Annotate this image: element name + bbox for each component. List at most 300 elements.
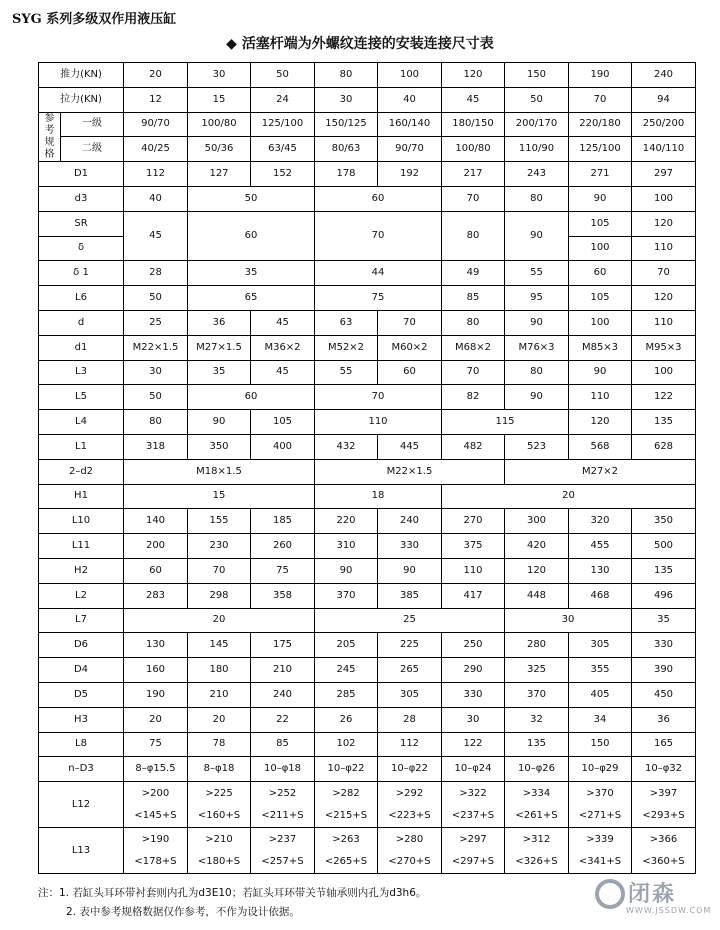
value-cell: 35: [188, 261, 315, 286]
dimension-table: [38, 62, 696, 874]
value-cell: [442, 828, 505, 874]
row-label-h1: H1: [39, 484, 124, 509]
value-cell: 26: [315, 707, 378, 732]
value-cell: 35: [632, 608, 696, 633]
value-cell: M95×3: [632, 335, 696, 360]
value-cell: 245: [315, 658, 378, 683]
value-cell: 130: [124, 633, 188, 658]
row-label-d5: D5: [39, 682, 124, 707]
value-cell: 100: [569, 236, 632, 261]
value-cell: 355: [569, 658, 632, 683]
table-row: [39, 261, 696, 286]
row-label-d6: D6: [39, 633, 124, 658]
value-cell: 20: [442, 484, 696, 509]
value-cell: 24: [251, 87, 315, 112]
value-cell: 100: [378, 63, 442, 88]
row-label-l6: L6: [39, 286, 124, 311]
value-cell: 30: [315, 87, 378, 112]
table-row: [39, 385, 696, 410]
value-cell: 80: [315, 63, 378, 88]
value-cell: 180: [188, 658, 251, 683]
value-cell: M52×2: [315, 335, 378, 360]
value-cell: 310: [315, 534, 378, 559]
value-cell: 210: [251, 658, 315, 683]
value-cell: 90: [378, 558, 442, 583]
value-cell: 30: [124, 360, 188, 385]
row-label-l12: L12: [39, 782, 124, 828]
row-label-l7: L7: [39, 608, 124, 633]
value-cell: 523: [505, 434, 569, 459]
value-cell: 455: [569, 534, 632, 559]
value-cell: 152: [251, 162, 315, 187]
value-cell: 445: [378, 434, 442, 459]
table-row: [39, 658, 696, 683]
value-cell: 80: [442, 310, 505, 335]
value-cell: 122: [632, 385, 696, 410]
note-1: 注：1. 若缸头耳环带衬套则内孔为d3E10；若缸头耳环带关节轴承则内孔为d3h6。: [38, 887, 427, 899]
value-cell: [505, 782, 569, 828]
upper-value: >225: [205, 787, 233, 799]
value-cell: 370: [505, 682, 569, 707]
value-cell: 330: [442, 682, 505, 707]
value-cell: 28: [378, 707, 442, 732]
ref-char: 规: [44, 136, 55, 148]
value-cell: 270: [442, 509, 505, 534]
value-cell: 20: [124, 608, 315, 633]
value-cell: 100: [569, 310, 632, 335]
value-cell: 60: [188, 385, 315, 410]
value-cell: 482: [442, 434, 505, 459]
value-cell: 75: [315, 286, 442, 311]
value-cell: 190: [124, 682, 188, 707]
value-cell: 94: [632, 87, 696, 112]
value-cell: 75: [251, 558, 315, 583]
value-cell: 65: [188, 286, 315, 311]
value-cell: 60: [378, 360, 442, 385]
value-cell: 90: [505, 211, 569, 261]
value-cell: 40: [124, 186, 188, 211]
upper-value: >280: [395, 833, 424, 845]
table-row: [39, 87, 696, 112]
value-cell: 75: [124, 732, 188, 757]
value-cell: [505, 828, 569, 874]
lower-value: <297+S: [451, 855, 495, 867]
lower-value: <237+S: [451, 809, 495, 821]
value-cell: 217: [442, 162, 505, 187]
value-cell: 50: [505, 87, 569, 112]
value-cell: 496: [632, 583, 696, 608]
value-cell: 40/25: [124, 137, 188, 162]
value-cell: 190: [569, 63, 632, 88]
value-cell: 70: [315, 385, 442, 410]
row-label-l4: L4: [39, 410, 124, 435]
table-row: [39, 162, 696, 187]
value-cell: M22×1.5: [124, 335, 188, 360]
value-cell: 10–φ24: [442, 757, 505, 782]
value-cell: 10–φ26: [505, 757, 569, 782]
value-cell: 450: [632, 682, 696, 707]
row-label-l3: L3: [39, 360, 124, 385]
upper-value: >366: [649, 833, 678, 845]
value-cell: 80: [505, 360, 569, 385]
value-cell: 60: [569, 261, 632, 286]
value-cell: [188, 828, 251, 874]
notes: [38, 884, 426, 922]
upper-value: >282: [332, 787, 360, 799]
ref-char: 格: [44, 148, 55, 160]
value-cell: 20: [124, 63, 188, 88]
value-cell: 290: [442, 658, 505, 683]
value-cell: [188, 782, 251, 828]
value-cell: 18: [315, 484, 442, 509]
value-cell: 10–φ22: [378, 757, 442, 782]
value-cell: 271: [569, 162, 632, 187]
value-cell: [251, 782, 315, 828]
value-cell: 140/110: [632, 137, 696, 162]
value-cell: 160: [124, 658, 188, 683]
value-cell: 50: [124, 286, 188, 311]
value-cell: M60×2: [378, 335, 442, 360]
value-cell: 10–φ32: [632, 757, 696, 782]
table-row: [39, 484, 696, 509]
lower-value: <326+S: [515, 855, 558, 867]
row-label-pull: 拉力(KN): [39, 87, 124, 112]
value-cell: 405: [569, 682, 632, 707]
value-cell: 140: [124, 509, 188, 534]
table-row: [39, 633, 696, 658]
value-cell: 10–φ18: [251, 757, 315, 782]
value-cell: 60: [315, 186, 442, 211]
row-label-l10: L10: [39, 509, 124, 534]
value-cell: 50: [124, 385, 188, 410]
value-cell: 45: [442, 87, 505, 112]
table-row: [39, 434, 696, 459]
value-cell: 350: [188, 434, 251, 459]
table-row: [39, 360, 696, 385]
value-cell: 318: [124, 434, 188, 459]
value-cell: 32: [505, 707, 569, 732]
upper-value: >237: [268, 833, 297, 845]
value-cell: 70: [632, 261, 696, 286]
value-cell: 30: [505, 608, 632, 633]
value-cell: 178: [315, 162, 378, 187]
value-cell: M18×1.5: [124, 459, 315, 484]
value-cell: 240: [251, 682, 315, 707]
value-cell: 78: [188, 732, 251, 757]
upper-value: >190: [141, 833, 170, 845]
value-cell: 110: [315, 410, 442, 435]
table-row: [39, 608, 696, 633]
row-label-d2: 2–d2: [39, 459, 124, 484]
value-cell: 250: [442, 633, 505, 658]
value-cell: 90: [569, 360, 632, 385]
table-row: [39, 558, 696, 583]
table-row: [39, 459, 696, 484]
value-cell: 468: [569, 583, 632, 608]
row-label-d1: d1: [39, 335, 124, 360]
ref-char: 参: [44, 112, 55, 124]
value-cell: [378, 828, 442, 874]
value-cell: 80/63: [315, 137, 378, 162]
table-row: [39, 732, 696, 757]
value-cell: 82: [442, 385, 505, 410]
ref-spec-label: [39, 112, 61, 162]
value-cell: 70: [378, 310, 442, 335]
value-cell: 105: [569, 286, 632, 311]
value-cell: 155: [188, 509, 251, 534]
value-cell: 112: [378, 732, 442, 757]
value-cell: 305: [569, 633, 632, 658]
value-cell: [632, 828, 696, 874]
table-row: [39, 583, 696, 608]
series-header: SYG 系列多级双作用液压缸: [12, 12, 177, 27]
upper-value: >339: [586, 833, 614, 845]
table-row: [39, 335, 696, 360]
watermark-url: WWW.JSSDW.COM: [626, 906, 712, 915]
table-row: [39, 112, 696, 137]
value-cell: 125/100: [569, 137, 632, 162]
value-cell: 80: [505, 186, 569, 211]
value-cell: 63: [315, 310, 378, 335]
row-label-d1s: δ 1: [39, 261, 124, 286]
row-label-nd3: n–D3: [39, 757, 124, 782]
value-cell: 330: [378, 534, 442, 559]
note-2: 2. 表中参考规格数据仅作参考，不作为设计依据。: [66, 906, 300, 918]
lower-value: <180+S: [197, 855, 241, 867]
value-cell: 102: [315, 732, 378, 757]
value-cell: M27×1.5: [188, 335, 251, 360]
value-cell: 105: [569, 211, 632, 236]
table-row: [39, 707, 696, 732]
upper-value: >322: [459, 787, 487, 799]
row-label-l1: L1: [39, 434, 124, 459]
upper-value: >263: [332, 833, 360, 845]
value-cell: 210: [188, 682, 251, 707]
value-cell: 10–φ29: [569, 757, 632, 782]
lower-value: <160+S: [197, 809, 241, 821]
value-cell: 80: [442, 211, 505, 261]
upper-value: >210: [205, 833, 233, 845]
table-row: [39, 410, 696, 435]
value-cell: 120: [632, 211, 696, 236]
value-cell: 122: [442, 732, 505, 757]
value-cell: 385: [378, 583, 442, 608]
upper-value: >297: [459, 833, 487, 845]
value-cell: 250/200: [632, 112, 696, 137]
lower-value: <341+S: [578, 855, 622, 867]
table-row: [39, 211, 696, 236]
lower-value: <293+S: [642, 809, 685, 821]
row-label-d1: D1: [39, 162, 124, 187]
value-cell: M85×3: [569, 335, 632, 360]
value-cell: 283: [124, 583, 188, 608]
value-cell: 49: [442, 261, 505, 286]
value-cell: 325: [505, 658, 569, 683]
value-cell: 568: [569, 434, 632, 459]
value-cell: 70: [569, 87, 632, 112]
value-cell: 110/90: [505, 137, 569, 162]
value-cell: 28: [124, 261, 188, 286]
value-cell: 95: [505, 286, 569, 311]
value-cell: 305: [378, 682, 442, 707]
value-cell: 25: [315, 608, 505, 633]
row-label-l8: L8: [39, 732, 124, 757]
value-cell: 135: [505, 732, 569, 757]
lower-value: <211+S: [261, 809, 304, 821]
row-label-d: d: [39, 310, 124, 335]
value-cell: 115: [442, 410, 569, 435]
value-cell: 30: [442, 707, 505, 732]
value-cell: 150/125: [315, 112, 378, 137]
value-cell: 300: [505, 509, 569, 534]
row-label-l2: L2: [39, 583, 124, 608]
value-cell: 110: [442, 558, 505, 583]
upper-value: >370: [586, 787, 614, 799]
value-cell: 370: [315, 583, 378, 608]
value-cell: 15: [188, 87, 251, 112]
table-row: [39, 682, 696, 707]
table-row: [39, 534, 696, 559]
table-row: [39, 286, 696, 311]
value-cell: 120: [632, 286, 696, 311]
lower-value: <215+S: [324, 809, 368, 821]
value-cell: [378, 782, 442, 828]
upper-value: >292: [395, 787, 424, 799]
value-cell: [251, 828, 315, 874]
value-cell: 70: [188, 558, 251, 583]
row-label-delta: δ: [39, 236, 124, 261]
row-label-l13: L13: [39, 828, 124, 874]
value-cell: 100/80: [442, 137, 505, 162]
value-cell: 22: [251, 707, 315, 732]
lower-value: <265+S: [324, 855, 368, 867]
value-cell: 45: [124, 211, 188, 261]
lower-value: <270+S: [388, 855, 431, 867]
value-cell: 63/45: [251, 137, 315, 162]
table-title: ◆ 活塞杆端为外螺纹连接的安装连接尺寸表: [226, 36, 494, 52]
value-cell: 100: [632, 186, 696, 211]
value-cell: 36: [632, 707, 696, 732]
upper-value: >397: [649, 787, 678, 799]
upper-value: >200: [141, 787, 170, 799]
value-cell: 500: [632, 534, 696, 559]
value-cell: 448: [505, 583, 569, 608]
value-cell: M22×1.5: [315, 459, 505, 484]
value-cell: M76×3: [505, 335, 569, 360]
value-cell: 85: [251, 732, 315, 757]
upper-value: >252: [268, 787, 297, 799]
value-cell: 432: [315, 434, 378, 459]
value-cell: 125/100: [251, 112, 315, 137]
value-cell: 60: [188, 211, 315, 261]
value-cell: 120: [505, 558, 569, 583]
value-cell: 120: [442, 63, 505, 88]
value-cell: 44: [315, 261, 442, 286]
value-cell: 10–φ22: [315, 757, 378, 782]
value-cell: 20: [188, 707, 251, 732]
row-label-d4: D4: [39, 658, 124, 683]
value-cell: 240: [378, 509, 442, 534]
value-cell: 45: [251, 310, 315, 335]
row-label-l11: L11: [39, 534, 124, 559]
value-cell: 160/140: [378, 112, 442, 137]
value-cell: 90: [315, 558, 378, 583]
value-cell: 105: [251, 410, 315, 435]
value-cell: 100: [632, 360, 696, 385]
value-cell: 25: [124, 310, 188, 335]
value-cell: 90: [505, 385, 569, 410]
row-label-h3: H3: [39, 707, 124, 732]
lower-value: <257+S: [261, 855, 304, 867]
value-cell: 375: [442, 534, 505, 559]
value-cell: [569, 828, 632, 874]
value-cell: 8–φ18: [188, 757, 251, 782]
value-cell: 175: [251, 633, 315, 658]
value-cell: 70: [442, 360, 505, 385]
value-cell: 130: [569, 558, 632, 583]
upper-value: >334: [522, 787, 551, 799]
value-cell: 200: [124, 534, 188, 559]
value-cell: 90: [569, 186, 632, 211]
value-cell: 120: [569, 410, 632, 435]
value-cell: [315, 828, 378, 874]
value-cell: 417: [442, 583, 505, 608]
value-cell: 330: [632, 633, 696, 658]
value-cell: 110: [632, 310, 696, 335]
value-cell: 36: [188, 310, 251, 335]
value-cell: 15: [124, 484, 315, 509]
row-label-push: 推力(KN): [39, 63, 124, 88]
value-cell: 55: [505, 261, 569, 286]
table-row: [39, 186, 696, 211]
value-cell: 220/180: [569, 112, 632, 137]
value-cell: 350: [632, 509, 696, 534]
row-label-h2: H2: [39, 558, 124, 583]
value-cell: 200/170: [505, 112, 569, 137]
value-cell: 145: [188, 633, 251, 658]
value-cell: [442, 782, 505, 828]
value-cell: 12: [124, 87, 188, 112]
value-cell: 265: [378, 658, 442, 683]
value-cell: 260: [251, 534, 315, 559]
row-label-l5: L5: [39, 385, 124, 410]
table-row: [39, 310, 696, 335]
value-cell: 30: [188, 63, 251, 88]
value-cell: 70: [442, 186, 505, 211]
value-cell: 135: [632, 410, 696, 435]
table-row: [39, 63, 696, 88]
value-cell: [124, 782, 188, 828]
table-row: [39, 757, 696, 782]
value-cell: M27×2: [505, 459, 696, 484]
upper-value: >312: [522, 833, 551, 845]
row-label-sr: SR: [39, 211, 124, 236]
value-cell: 34: [569, 707, 632, 732]
lower-value: <145+S: [134, 809, 177, 821]
value-cell: 50: [188, 186, 315, 211]
lower-value: <271+S: [578, 809, 622, 821]
value-cell: 45: [251, 360, 315, 385]
value-cell: 285: [315, 682, 378, 707]
value-cell: 60: [124, 558, 188, 583]
value-cell: 297: [632, 162, 696, 187]
value-cell: [124, 828, 188, 874]
value-cell: 8–φ15.5: [124, 757, 188, 782]
value-cell: 280: [505, 633, 569, 658]
lower-value: <223+S: [388, 809, 431, 821]
value-cell: 20: [124, 707, 188, 732]
table-row: [39, 782, 696, 828]
